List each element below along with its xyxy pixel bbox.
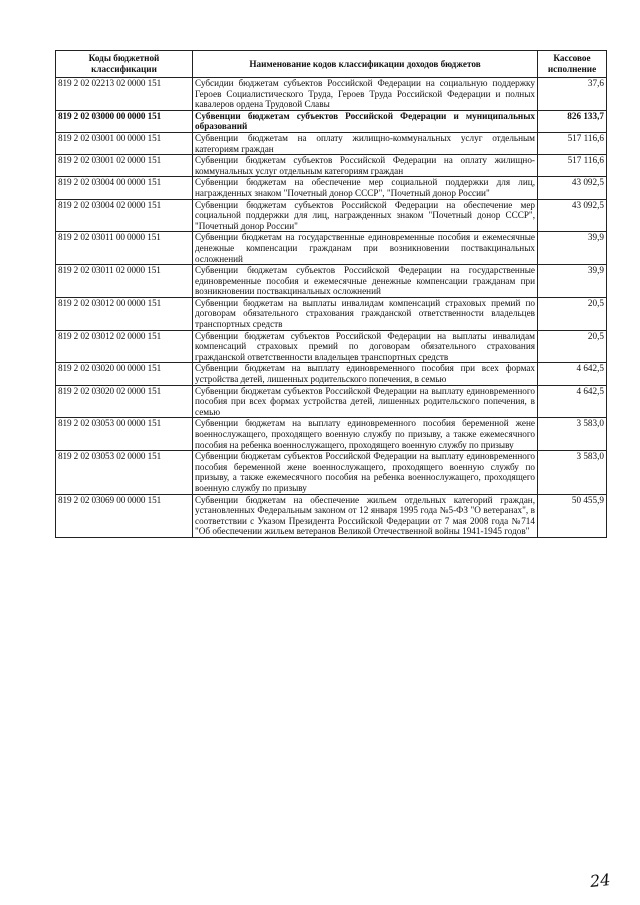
table-row xyxy=(56,199,607,232)
revenue-classification-table xyxy=(55,50,607,538)
table-row xyxy=(56,494,607,537)
row-code: 819 2 02 03004 00 0000 151 xyxy=(56,177,193,199)
table-row xyxy=(56,363,607,385)
row-sum: 826 133,7 xyxy=(538,110,607,132)
header-sum: Кассовое исполнение xyxy=(538,51,607,78)
row-sum: 4 642,5 xyxy=(538,363,607,385)
row-sum: 517 116,6 xyxy=(538,132,607,154)
row-name: Субвенции бюджетам субъектов Российской Федерации и муниципальных образований xyxy=(193,110,538,132)
row-sum: 3 583,0 xyxy=(538,418,607,451)
row-sum: 39,9 xyxy=(538,265,607,298)
table-row xyxy=(56,155,607,177)
row-sum: 4 642,5 xyxy=(538,385,607,418)
table-row xyxy=(56,297,607,330)
row-sum: 43 092,5 xyxy=(538,177,607,199)
row-name: Субвенции бюджетам на выплаты инвалидам компенсаций страховых премий по договорам обязательного страхования гражданской ответственности владельцев транспортных средств xyxy=(193,297,538,330)
row-name: Субвенции бюджетам субъектов Российской Федерации на выплату единовременного пособия беременной жене военнослужащего, проходящего военную службу по призыву, а также ежемесячного пособия на ребенка военнослужащего, проходящего военную службу по призыву xyxy=(193,451,538,494)
row-name: Субвенции бюджетам на выплату единовременного пособия при всех формах устройства детей, лишенных родительского попечения, в семью xyxy=(193,363,538,385)
row-name: Субвенции бюджетам на государственные единовременные пособия и ежемесячные денежные компенсации гражданам при возникновении поствакцинальных осложнений xyxy=(193,232,538,265)
row-code: 819 2 02 03001 00 0000 151 xyxy=(56,132,193,154)
row-name: Субвенции бюджетам на обеспечение мер социальной поддержки для лиц, награжденных знаком "Почетный донор СССР", "Почетный донор России" xyxy=(193,177,538,199)
row-sum: 517 116,6 xyxy=(538,155,607,177)
row-sum: 20,5 xyxy=(538,297,607,330)
row-name: Субвенции бюджетам субъектов Российской Федерации на оплату жилищно-коммунальных услуг отдельным категориям граждан xyxy=(193,155,538,177)
table-row xyxy=(56,330,607,363)
row-sum: 39,9 xyxy=(538,232,607,265)
row-code: 819 2 02 03020 00 0000 151 xyxy=(56,363,193,385)
table-row xyxy=(56,78,607,111)
row-code: 819 2 02 03004 02 0000 151 xyxy=(56,199,193,232)
table-header-row xyxy=(56,51,607,78)
row-sum: 20,5 xyxy=(538,330,607,363)
table-row xyxy=(56,232,607,265)
row-name: Субвенции бюджетам субъектов Российской Федерации на государственные единовременные пособия и ежемесячные денежные компенсации гражданам при возникновении поствакцинальных осложнений xyxy=(193,265,538,298)
row-sum: 3 583,0 xyxy=(538,451,607,494)
row-sum: 50 455,9 xyxy=(538,494,607,537)
row-code: 819 2 02 03020 02 0000 151 xyxy=(56,385,193,418)
header-name: Наименование кодов классификации доходов бюджетов xyxy=(193,51,538,78)
table-row xyxy=(56,132,607,154)
row-code: 819 2 02 03011 02 0000 151 xyxy=(56,265,193,298)
row-name: Субсидии бюджетам субъектов Российской Федерации на социальную поддержку Героев Социалистического Труда, Героев Труда Российской Федерации и полных кавалеров ордена Трудовой Славы xyxy=(193,78,538,111)
table-row xyxy=(56,385,607,418)
row-name: Субвенции бюджетам на обеспечение жильем отдельных категорий граждан, установленных Федеральным законом от 12 января 1995 года №5-ФЗ "О ветеранах", в соответствии с Указом Президента Российской Федерации от 7 мая 2008 года №714 "Об обеспечении жильем ветеранов Великой Отечественной войны 1941-1945 годов" xyxy=(193,494,538,537)
row-code: 819 2 02 03012 00 0000 151 xyxy=(56,297,193,330)
row-sum: 43 092,5 xyxy=(538,199,607,232)
row-code: 819 2 02 03069 00 0000 151 xyxy=(56,494,193,537)
row-code: 819 2 02 03000 00 0000 151 xyxy=(56,110,193,132)
row-name: Субвенции бюджетам на выплату единовременного пособия беременной жене военнослужащего, проходящего военную службу по призыву, а также ежемесячного пособия на ребенка военнослужащего, проходящего военную службу по призыву xyxy=(193,418,538,451)
table-row xyxy=(56,418,607,451)
table-row xyxy=(56,177,607,199)
row-sum: 37,6 xyxy=(538,78,607,111)
row-code: 819 2 02 02213 02 0000 151 xyxy=(56,78,193,111)
row-code: 819 2 02 03012 02 0000 151 xyxy=(56,330,193,363)
row-name: Субвенции бюджетам на оплату жилищно-коммунальных услуг отдельным категориям граждан xyxy=(193,132,538,154)
header-code: Коды бюджетной классификации xyxy=(56,51,193,78)
table-row xyxy=(56,110,607,132)
row-code: 819 2 02 03053 00 0000 151 xyxy=(56,418,193,451)
row-name: Субвенции бюджетам субъектов Российской Федерации на обеспечение мер социальной поддержки для лиц, награжденных знаком "Почетный донор СССР", "Почетный донор России" xyxy=(193,199,538,232)
row-name: Субвенции бюджетам субъектов Российской Федерации на выплату единовременного пособия при всех формах устройства детей, лишенных родительского попечения, в семью xyxy=(193,385,538,418)
row-code: 819 2 02 03011 00 0000 151 xyxy=(56,232,193,265)
row-name: Субвенции бюджетам субъектов Российской Федерации на выплаты инвалидам компенсаций страховых премий по договорам обязательного страхования гражданской ответственности владельцев транспортных средств xyxy=(193,330,538,363)
table-row xyxy=(56,451,607,494)
row-code: 819 2 02 03053 02 0000 151 xyxy=(56,451,193,494)
table-row xyxy=(56,265,607,298)
page-number: 24 xyxy=(589,869,612,892)
row-code: 819 2 02 03001 02 0000 151 xyxy=(56,155,193,177)
